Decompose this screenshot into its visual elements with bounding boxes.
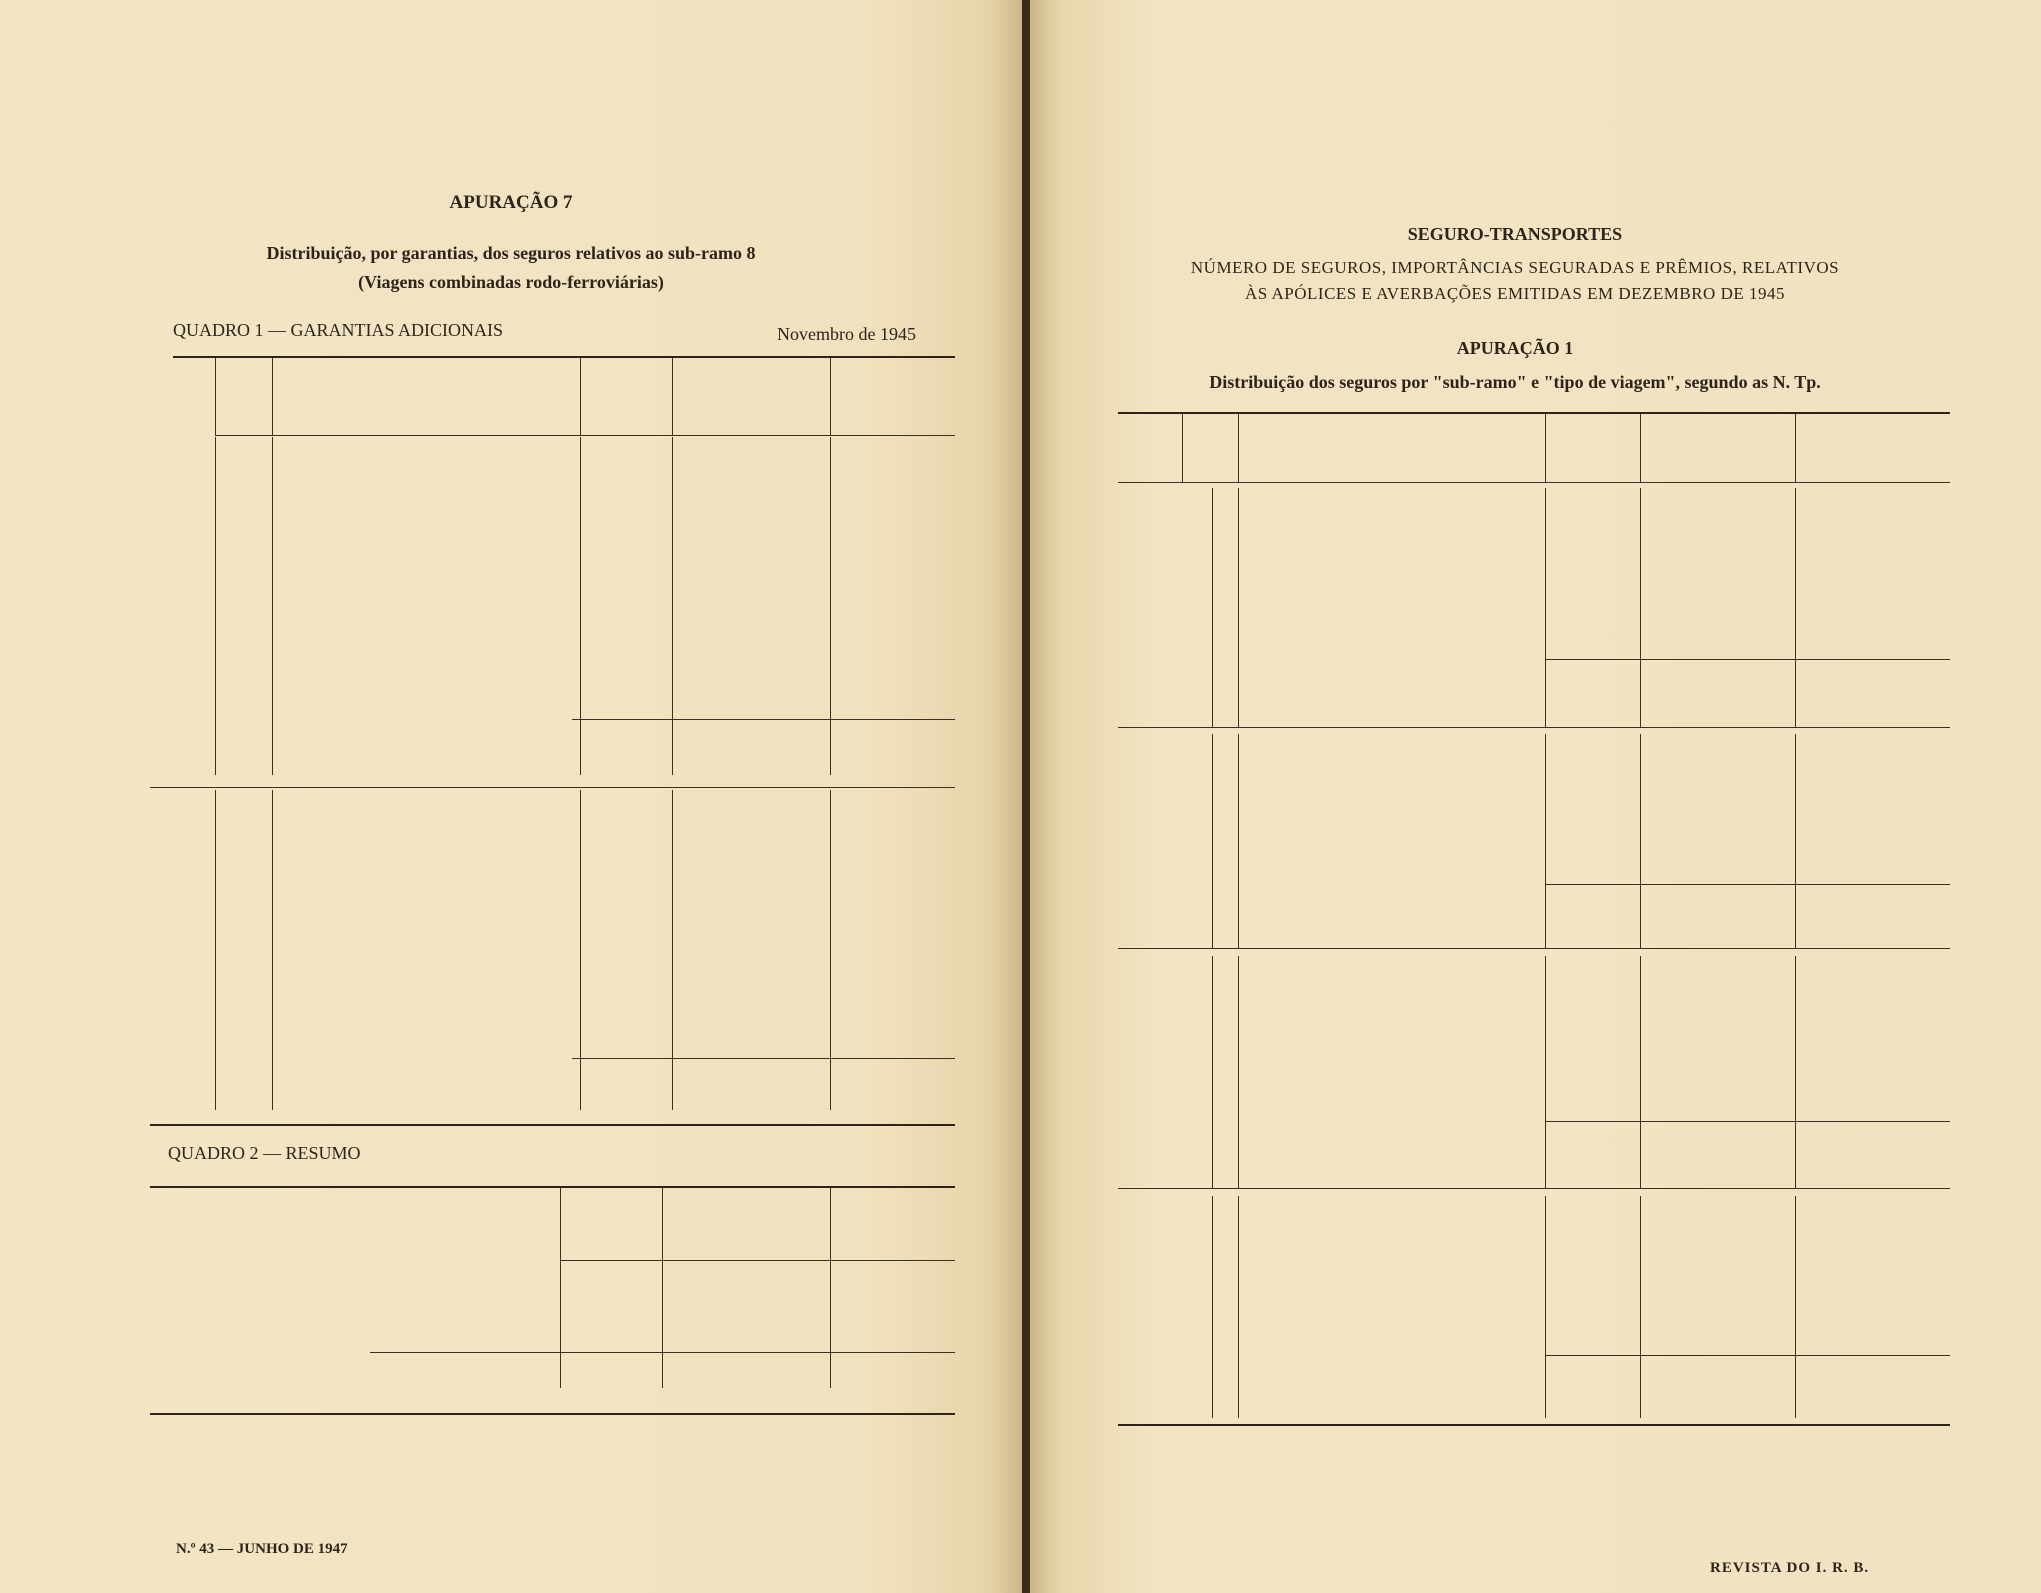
column-rule: [1238, 956, 1239, 1188]
left-footer: N.º 43 — JUNHO DE 1947: [176, 1541, 348, 1557]
quadro2-top-rule: [150, 1186, 955, 1188]
column-rule: [1238, 488, 1239, 727]
column-rule: [1640, 734, 1641, 948]
column-rule: [1640, 1196, 1641, 1418]
quadro2-title: QUADRO 2 — RESUMO: [168, 1143, 361, 1163]
column-rule: [1182, 414, 1183, 482]
right-sub-1: NÚMERO DE SEGUROS, IMPORTÂNCIAS SEGURADAS E PRÊMIOS, RELATIVOS: [1190, 258, 1840, 277]
column-rule: [1795, 488, 1796, 727]
column-rule: [1795, 956, 1796, 1188]
left-subtitle-2: (Viagens combinadas rodo-ferroviárias): [358, 272, 664, 292]
column-rule: [1545, 488, 1546, 727]
column-rule: [1640, 414, 1641, 482]
column-rule: [1545, 956, 1546, 1188]
column-rule: [1545, 414, 1546, 482]
right-sub-2: ÀS APÓLICES E AVERBAÇÕES EMITIDAS EM DEZEMBRO DE 1945: [1244, 284, 1785, 303]
right-footer: REVISTA DO I. R. B.: [1710, 1560, 1870, 1576]
column-rule: [1238, 734, 1239, 948]
column-rule: [1795, 1196, 1796, 1418]
right-page: [1030, 0, 2041, 1593]
column-rule: [1238, 414, 1239, 482]
column-rule: [1795, 414, 1796, 482]
right-header-rule: [1118, 482, 1950, 483]
group-separator: [1118, 1188, 1950, 1189]
column-rule: [1212, 956, 1213, 1188]
right-total-rule: [1545, 1121, 1950, 1122]
column-rule: [1640, 956, 1641, 1188]
quadro2-header-rule: [560, 1260, 955, 1261]
column-rule: [1238, 1196, 1239, 1418]
column-rule: [1212, 488, 1213, 727]
column-rule: [560, 1188, 561, 1388]
right-total-rule: [1545, 1355, 1950, 1356]
left-title: APURAÇÃO 7: [449, 192, 573, 213]
column-rule: [1545, 734, 1546, 948]
right-total-rule: [1545, 884, 1950, 885]
column-rule: [1212, 734, 1213, 948]
column-rule: [830, 1188, 831, 1388]
group-separator: [1118, 727, 1950, 728]
right-title: APURAÇÃO 1: [1456, 338, 1574, 358]
right-bottom-rule: [1118, 1424, 1950, 1426]
column-rule: [1212, 1196, 1213, 1418]
column-rule: [1640, 488, 1641, 727]
right-heading: SEGURO-TRANSPORTES: [1407, 224, 1623, 244]
right-top-rule: [1118, 412, 1950, 414]
quadro1-title: QUADRO 1 — GARANTIAS ADICIONAIS: [173, 320, 504, 340]
right-subtitle: Distribuição dos seguros por "sub-ramo" e "tipo de viagem", segundo as N. Tp.: [1209, 372, 1821, 392]
column-rule: [1795, 734, 1796, 948]
group-separator: [1118, 948, 1950, 949]
quadro2-bottom-rule: [150, 1413, 955, 1415]
quadro1-date: Novembro de 1945: [777, 324, 916, 344]
column-rule: [1545, 1196, 1546, 1418]
column-rule: [662, 1188, 663, 1388]
apuracao1-table: [1030, 0, 2041, 1593]
q2-total-rule: [370, 1352, 955, 1353]
right-total-rule: [1545, 659, 1950, 660]
left-subtitle-1: Distribuição, por garantias, dos seguros relativos ao sub-ramo 8: [266, 243, 756, 263]
